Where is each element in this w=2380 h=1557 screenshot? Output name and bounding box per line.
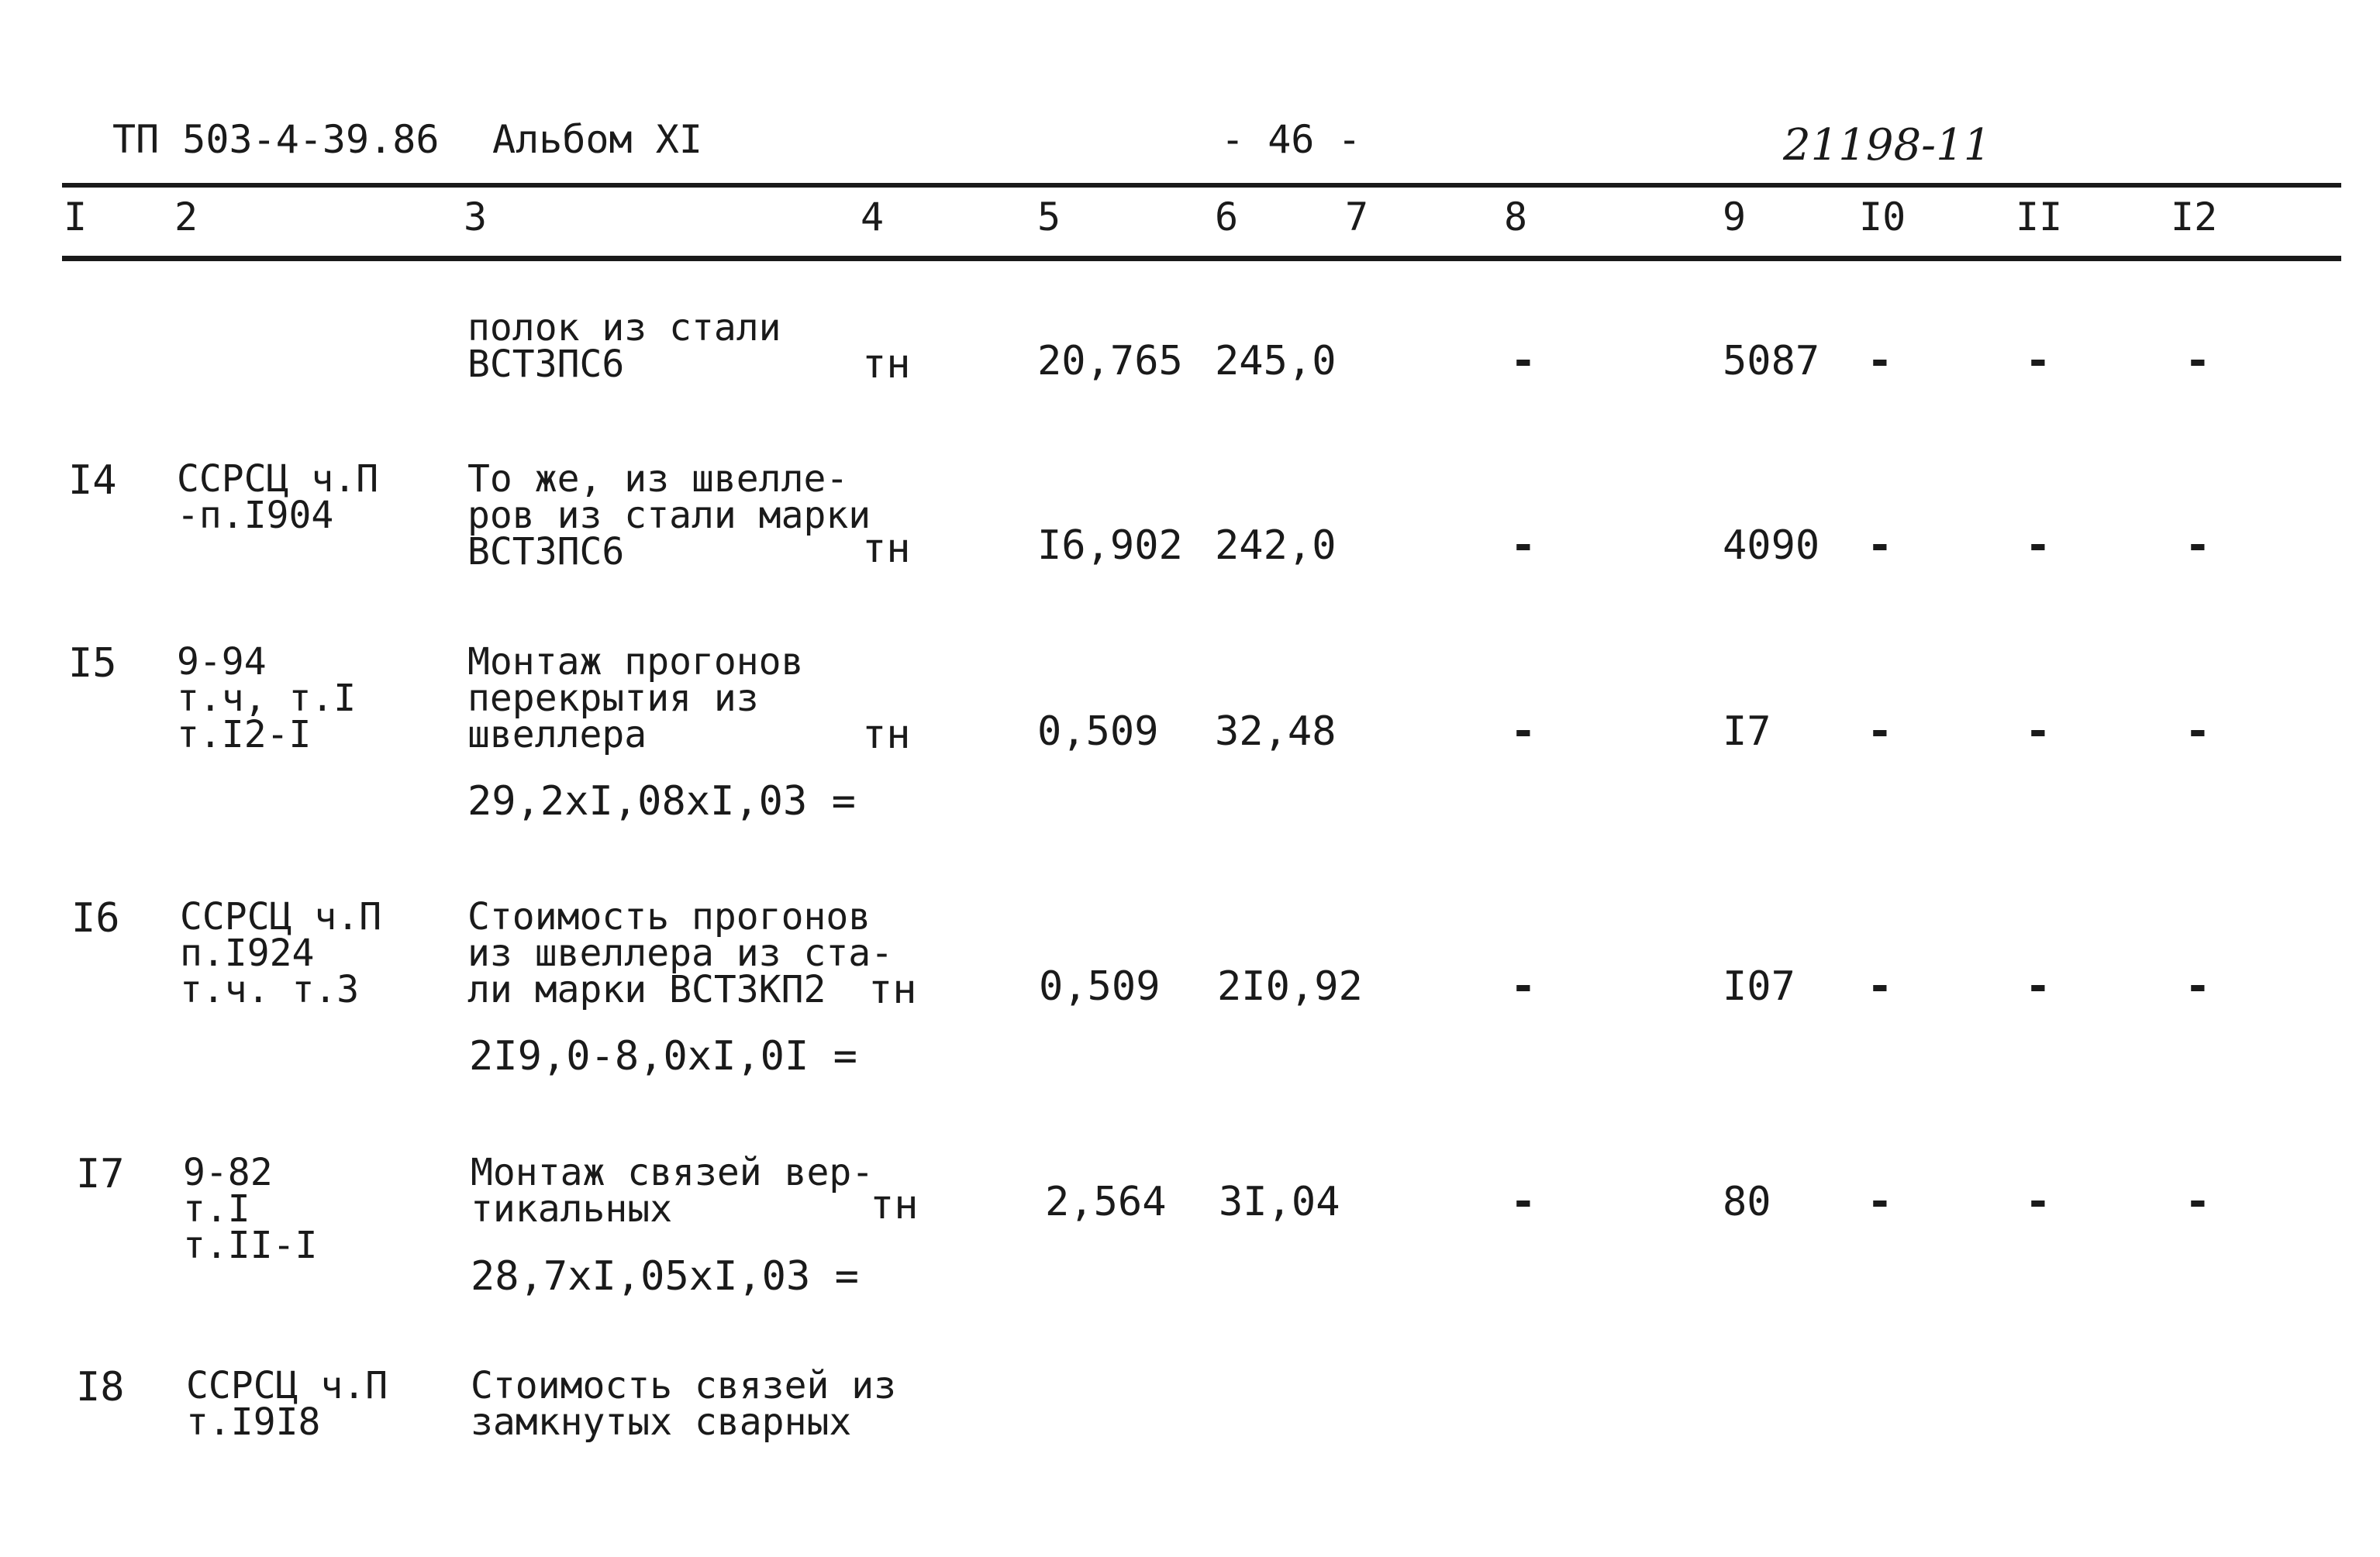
row-name: Стоимость прогонов из швеллера из ста- ли марки ВСТ3КП2 [467, 895, 894, 1011]
row-quantity: 0,509 [1037, 708, 1159, 755]
row-col8: - [1510, 706, 1537, 756]
row-formula: 28,7хI,05хI,03 = [471, 1253, 859, 1300]
row-col10: - [1867, 961, 1893, 1011]
row-col10: - [1867, 1176, 1893, 1227]
row-number: I5 [68, 640, 117, 687]
row-reference: ССРСЦ ч.П п.I924 т.ч. т.3 [180, 895, 382, 1011]
row-col12: - [2185, 961, 2211, 1011]
row-col8: - [1510, 520, 1537, 570]
row-price: 2I0,92 [1217, 963, 1363, 1010]
col-number-8: 8 [1504, 195, 1528, 239]
header-bottom-rule [62, 256, 2341, 261]
col-number-9: 9 [1723, 195, 1747, 239]
row-quantity: 20,765 [1037, 338, 1183, 384]
row-reference: 9-82 т.I т.II-I [183, 1151, 318, 1267]
row-total: 80 [1723, 1179, 1771, 1225]
row-formula: 29,2хI,08хI,03 = [467, 778, 856, 825]
row-price: 32,48 [1215, 708, 1337, 755]
page-number: - 46 - [1221, 117, 1361, 162]
row-name: То же, из швелле- ров из стали марки ВСТ3ПС6 [467, 457, 871, 574]
top-rule [62, 183, 2341, 188]
row-price: 242,0 [1215, 522, 1337, 569]
col-number-10: I0 [1859, 195, 1906, 239]
row-price: 3I,04 [1219, 1179, 1340, 1225]
row-total: I7 [1723, 708, 1771, 755]
row-reference: ССРСЦ ч.П -п.I904 [177, 457, 379, 537]
row-total: I07 [1723, 963, 1795, 1010]
row-quantity: I6,902 [1037, 522, 1183, 569]
row-col8: - [1510, 336, 1537, 386]
row-reference: 9-94 т.ч, т.I т.I2-I [177, 640, 357, 756]
col-number-2: 2 [174, 195, 198, 239]
row-col11: - [2025, 520, 2051, 570]
row-col8: - [1510, 961, 1537, 1011]
row-unit: тн [870, 1182, 919, 1228]
row-unit: тн [862, 525, 911, 572]
col-number-4: 4 [861, 195, 885, 239]
row-name: Монтаж связей вер- тикальных [471, 1151, 874, 1231]
row-unit: тн [868, 966, 917, 1013]
row-name: Монтаж прогонов перекрытия из швеллера [467, 640, 804, 756]
doc-code: ТП 503-4-39.86 [112, 117, 440, 162]
col-number-6: 6 [1215, 195, 1239, 239]
col-number-1: I [64, 195, 88, 239]
row-col11: - [2025, 336, 2051, 386]
row-reference: ССРСЦ ч.П т.I9I8 [186, 1364, 388, 1444]
row-col12: - [2185, 1176, 2211, 1227]
row-col12: - [2185, 520, 2211, 570]
row-col11: - [2025, 1176, 2051, 1227]
sheet-code: 21198-11 [1783, 120, 1992, 171]
row-number: I6 [71, 895, 120, 942]
row-formula: 2I9,0-8,0хI,0I = [469, 1033, 857, 1080]
row-total: 4090 [1723, 522, 1820, 569]
row-unit: тн [862, 341, 911, 388]
album-label: Альбом XI [492, 117, 702, 162]
row-name: Стоимость связей из замкнутых сварных [471, 1364, 897, 1444]
row-name: полок из стали ВСТ3ПС6 [467, 306, 781, 386]
row-quantity: 0,509 [1039, 963, 1161, 1010]
row-col10: - [1867, 520, 1893, 570]
row-quantity: 2,564 [1045, 1179, 1167, 1225]
row-col11: - [2025, 706, 2051, 756]
col-number-7: 7 [1345, 195, 1369, 239]
row-col12: - [2185, 336, 2211, 386]
row-price: 245,0 [1215, 338, 1337, 384]
row-number: I4 [68, 457, 117, 504]
row-unit: тн [862, 711, 911, 758]
row-col8: - [1510, 1176, 1537, 1227]
row-total: 5087 [1723, 338, 1820, 384]
row-number: I7 [76, 1151, 125, 1197]
row-col11: - [2025, 961, 2051, 1011]
row-col10: - [1867, 706, 1893, 756]
row-col10: - [1867, 336, 1893, 386]
col-number-3: 3 [464, 195, 488, 239]
col-number-12: I2 [2171, 195, 2218, 239]
col-number-11: II [2016, 195, 2063, 239]
row-number: I8 [76, 1364, 125, 1411]
col-number-5: 5 [1037, 195, 1061, 239]
row-col12: - [2185, 706, 2211, 756]
